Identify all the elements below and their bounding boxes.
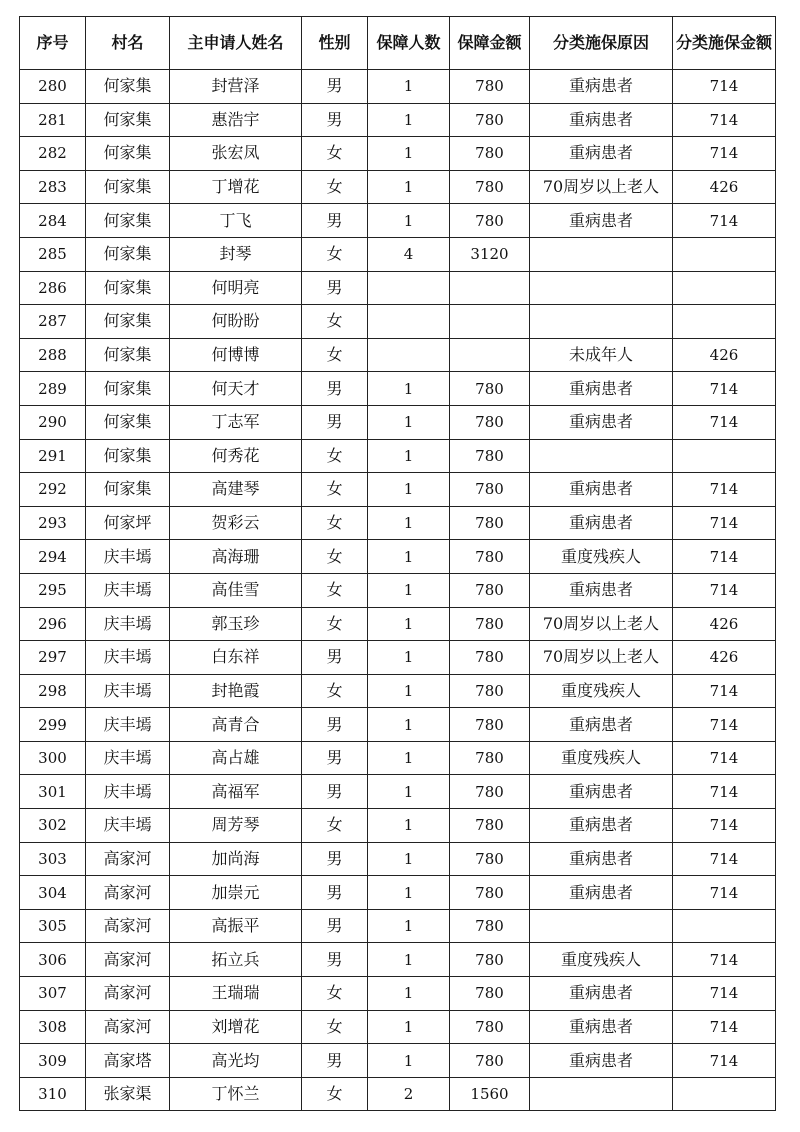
applicant-cell: 何博博 bbox=[170, 338, 302, 372]
category-reason-cell: 重病患者 bbox=[530, 1010, 673, 1044]
gender-cell: 女 bbox=[302, 1010, 368, 1044]
people-count-cell: 1 bbox=[368, 775, 450, 809]
village-cell: 庆丰墕 bbox=[86, 809, 170, 843]
category-reason-cell: 重病患者 bbox=[530, 573, 673, 607]
table-header-row bbox=[20, 17, 776, 70]
table-row bbox=[20, 439, 776, 473]
people-count-cell: 1 bbox=[368, 641, 450, 675]
amount-cell: 780 bbox=[450, 405, 530, 439]
table-row bbox=[20, 70, 776, 104]
document-page bbox=[19, 16, 775, 1111]
village-cell: 何家集 bbox=[86, 103, 170, 137]
village-cell: 庆丰墕 bbox=[86, 674, 170, 708]
gender-cell: 男 bbox=[302, 405, 368, 439]
category-amount-cell: 714 bbox=[673, 708, 776, 742]
applicant-cell: 高建琴 bbox=[170, 473, 302, 507]
gender-cell: 女 bbox=[302, 305, 368, 339]
serial-cell: 300 bbox=[20, 741, 86, 775]
category-reason-cell: 重病患者 bbox=[530, 1044, 673, 1078]
amount-cell: 780 bbox=[450, 372, 530, 406]
people-count-cell: 1 bbox=[368, 506, 450, 540]
serial-cell: 305 bbox=[20, 909, 86, 943]
header-category-reason: 分类施保原因 bbox=[530, 17, 673, 70]
gender-cell: 女 bbox=[302, 809, 368, 843]
amount-cell: 780 bbox=[450, 977, 530, 1011]
people-count-cell: 1 bbox=[368, 439, 450, 473]
applicant-cell: 高光均 bbox=[170, 1044, 302, 1078]
table-row bbox=[20, 271, 776, 305]
amount-cell: 780 bbox=[450, 170, 530, 204]
serial-cell: 301 bbox=[20, 775, 86, 809]
category-reason-cell: 重病患者 bbox=[530, 977, 673, 1011]
village-cell: 何家集 bbox=[86, 170, 170, 204]
amount-cell bbox=[450, 305, 530, 339]
category-reason-cell: 重病患者 bbox=[530, 204, 673, 238]
category-amount-cell: 714 bbox=[673, 405, 776, 439]
table-row bbox=[20, 943, 776, 977]
people-count-cell: 1 bbox=[368, 842, 450, 876]
serial-cell: 297 bbox=[20, 641, 86, 675]
applicant-cell: 何天才 bbox=[170, 372, 302, 406]
applicant-cell: 高佳雪 bbox=[170, 573, 302, 607]
applicant-cell: 何盼盼 bbox=[170, 305, 302, 339]
gender-cell: 女 bbox=[302, 506, 368, 540]
category-reason-cell: 重病患者 bbox=[530, 103, 673, 137]
category-amount-cell: 714 bbox=[673, 741, 776, 775]
gender-cell: 男 bbox=[302, 271, 368, 305]
table-row bbox=[20, 540, 776, 574]
amount-cell: 780 bbox=[450, 775, 530, 809]
category-amount-cell: 714 bbox=[673, 506, 776, 540]
people-count-cell: 4 bbox=[368, 237, 450, 271]
category-reason-cell: 重度残疾人 bbox=[530, 943, 673, 977]
category-amount-cell bbox=[673, 439, 776, 473]
serial-cell: 289 bbox=[20, 372, 86, 406]
serial-cell: 308 bbox=[20, 1010, 86, 1044]
applicant-cell: 高青合 bbox=[170, 708, 302, 742]
table-row bbox=[20, 204, 776, 238]
category-amount-cell: 714 bbox=[673, 674, 776, 708]
serial-cell: 307 bbox=[20, 977, 86, 1011]
amount-cell: 780 bbox=[450, 641, 530, 675]
gender-cell: 男 bbox=[302, 943, 368, 977]
table-row bbox=[20, 473, 776, 507]
category-amount-cell: 714 bbox=[673, 473, 776, 507]
category-reason-cell bbox=[530, 271, 673, 305]
category-reason-cell: 70周岁以上老人 bbox=[530, 607, 673, 641]
category-reason-cell: 重度残疾人 bbox=[530, 674, 673, 708]
people-count-cell: 1 bbox=[368, 540, 450, 574]
village-cell: 张家渠 bbox=[86, 1077, 170, 1111]
gender-cell: 女 bbox=[302, 540, 368, 574]
serial-cell: 282 bbox=[20, 137, 86, 171]
amount-cell bbox=[450, 338, 530, 372]
gender-cell: 男 bbox=[302, 708, 368, 742]
amount-cell: 780 bbox=[450, 473, 530, 507]
category-reason-cell: 重病患者 bbox=[530, 708, 673, 742]
category-reason-cell: 未成年人 bbox=[530, 338, 673, 372]
amount-cell: 780 bbox=[450, 708, 530, 742]
table-row bbox=[20, 305, 776, 339]
table-row bbox=[20, 909, 776, 943]
applicant-cell: 郭玉珍 bbox=[170, 607, 302, 641]
people-count-cell: 1 bbox=[368, 70, 450, 104]
village-cell: 何家集 bbox=[86, 204, 170, 238]
people-count-cell: 1 bbox=[368, 674, 450, 708]
people-count-cell: 1 bbox=[368, 809, 450, 843]
applicant-cell: 封琴 bbox=[170, 237, 302, 271]
gender-cell: 男 bbox=[302, 775, 368, 809]
people-count-cell: 2 bbox=[368, 1077, 450, 1111]
table-row bbox=[20, 506, 776, 540]
applicant-cell: 丁飞 bbox=[170, 204, 302, 238]
serial-cell: 295 bbox=[20, 573, 86, 607]
gender-cell: 女 bbox=[302, 439, 368, 473]
category-amount-cell bbox=[673, 1077, 776, 1111]
header-applicant: 主申请人姓名 bbox=[170, 17, 302, 70]
category-amount-cell: 714 bbox=[673, 876, 776, 910]
people-count-cell: 1 bbox=[368, 573, 450, 607]
serial-cell: 304 bbox=[20, 876, 86, 910]
table-row bbox=[20, 809, 776, 843]
gender-cell: 男 bbox=[302, 372, 368, 406]
people-count-cell: 1 bbox=[368, 473, 450, 507]
category-amount-cell: 426 bbox=[673, 641, 776, 675]
amount-cell: 780 bbox=[450, 607, 530, 641]
village-cell: 何家集 bbox=[86, 405, 170, 439]
category-amount-cell: 714 bbox=[673, 70, 776, 104]
header-people-count: 保障人数 bbox=[368, 17, 450, 70]
table-row bbox=[20, 977, 776, 1011]
category-reason-cell: 重病患者 bbox=[530, 473, 673, 507]
people-count-cell: 1 bbox=[368, 909, 450, 943]
gender-cell: 男 bbox=[302, 909, 368, 943]
applicant-cell: 刘增花 bbox=[170, 1010, 302, 1044]
category-reason-cell: 重度残疾人 bbox=[530, 540, 673, 574]
applicant-cell: 加尚海 bbox=[170, 842, 302, 876]
applicant-cell: 贺彩云 bbox=[170, 506, 302, 540]
header-category-amount: 分类施保金额 bbox=[673, 17, 776, 70]
village-cell: 庆丰墕 bbox=[86, 540, 170, 574]
amount-cell: 780 bbox=[450, 540, 530, 574]
applicant-cell: 加崇元 bbox=[170, 876, 302, 910]
table-row bbox=[20, 573, 776, 607]
amount-cell: 780 bbox=[450, 70, 530, 104]
applicant-cell: 封营泽 bbox=[170, 70, 302, 104]
category-amount-cell: 714 bbox=[673, 1010, 776, 1044]
table-row bbox=[20, 741, 776, 775]
village-cell: 庆丰墕 bbox=[86, 641, 170, 675]
gender-cell: 男 bbox=[302, 641, 368, 675]
category-amount-cell: 714 bbox=[673, 775, 776, 809]
table-row bbox=[20, 405, 776, 439]
gender-cell: 男 bbox=[302, 204, 368, 238]
category-reason-cell: 70周岁以上老人 bbox=[530, 170, 673, 204]
serial-cell: 310 bbox=[20, 1077, 86, 1111]
table-row bbox=[20, 1010, 776, 1044]
table-row bbox=[20, 1044, 776, 1078]
category-amount-cell bbox=[673, 305, 776, 339]
category-reason-cell: 重病患者 bbox=[530, 842, 673, 876]
category-amount-cell: 714 bbox=[673, 573, 776, 607]
category-reason-cell: 重病患者 bbox=[530, 876, 673, 910]
assistance-table bbox=[19, 16, 776, 1111]
category-reason-cell: 70周岁以上老人 bbox=[530, 641, 673, 675]
serial-cell: 299 bbox=[20, 708, 86, 742]
serial-cell: 285 bbox=[20, 237, 86, 271]
people-count-cell bbox=[368, 271, 450, 305]
people-count-cell bbox=[368, 338, 450, 372]
table-row bbox=[20, 103, 776, 137]
people-count-cell: 1 bbox=[368, 977, 450, 1011]
table-row bbox=[20, 137, 776, 171]
serial-cell: 288 bbox=[20, 338, 86, 372]
applicant-cell: 惠浩宇 bbox=[170, 103, 302, 137]
table-body bbox=[20, 70, 776, 1111]
category-reason-cell bbox=[530, 237, 673, 271]
table-row bbox=[20, 674, 776, 708]
gender-cell: 女 bbox=[302, 1077, 368, 1111]
table-row bbox=[20, 338, 776, 372]
table-row bbox=[20, 775, 776, 809]
serial-cell: 286 bbox=[20, 271, 86, 305]
applicant-cell: 拓立兵 bbox=[170, 943, 302, 977]
amount-cell: 780 bbox=[450, 1044, 530, 1078]
village-cell: 庆丰墕 bbox=[86, 741, 170, 775]
people-count-cell: 1 bbox=[368, 137, 450, 171]
gender-cell: 女 bbox=[302, 977, 368, 1011]
applicant-cell: 丁志军 bbox=[170, 405, 302, 439]
category-amount-cell bbox=[673, 271, 776, 305]
people-count-cell: 1 bbox=[368, 607, 450, 641]
gender-cell: 男 bbox=[302, 1044, 368, 1078]
amount-cell: 780 bbox=[450, 506, 530, 540]
village-cell: 高家河 bbox=[86, 842, 170, 876]
village-cell: 高家塔 bbox=[86, 1044, 170, 1078]
category-reason-cell: 重病患者 bbox=[530, 506, 673, 540]
village-cell: 高家河 bbox=[86, 977, 170, 1011]
category-amount-cell: 714 bbox=[673, 1044, 776, 1078]
village-cell: 何家集 bbox=[86, 439, 170, 473]
gender-cell: 女 bbox=[302, 237, 368, 271]
category-amount-cell: 714 bbox=[673, 103, 776, 137]
village-cell: 庆丰墕 bbox=[86, 573, 170, 607]
category-reason-cell: 重病患者 bbox=[530, 137, 673, 171]
village-cell: 高家河 bbox=[86, 943, 170, 977]
applicant-cell: 白东祥 bbox=[170, 641, 302, 675]
category-reason-cell: 重病患者 bbox=[530, 372, 673, 406]
village-cell: 庆丰墕 bbox=[86, 775, 170, 809]
serial-cell: 280 bbox=[20, 70, 86, 104]
amount-cell bbox=[450, 271, 530, 305]
serial-cell: 296 bbox=[20, 607, 86, 641]
village-cell: 庆丰墕 bbox=[86, 607, 170, 641]
category-reason-cell: 重病患者 bbox=[530, 70, 673, 104]
amount-cell: 780 bbox=[450, 809, 530, 843]
gender-cell: 男 bbox=[302, 70, 368, 104]
serial-cell: 283 bbox=[20, 170, 86, 204]
amount-cell: 780 bbox=[450, 674, 530, 708]
amount-cell: 780 bbox=[450, 943, 530, 977]
applicant-cell: 何明亮 bbox=[170, 271, 302, 305]
village-cell: 何家集 bbox=[86, 271, 170, 305]
amount-cell: 1560 bbox=[450, 1077, 530, 1111]
people-count-cell: 1 bbox=[368, 1044, 450, 1078]
serial-cell: 303 bbox=[20, 842, 86, 876]
category-amount-cell: 714 bbox=[673, 137, 776, 171]
people-count-cell: 1 bbox=[368, 204, 450, 238]
serial-cell: 298 bbox=[20, 674, 86, 708]
table-row bbox=[20, 1077, 776, 1111]
table-row bbox=[20, 170, 776, 204]
people-count-cell: 1 bbox=[368, 103, 450, 137]
village-cell: 何家集 bbox=[86, 70, 170, 104]
serial-cell: 291 bbox=[20, 439, 86, 473]
category-amount-cell: 714 bbox=[673, 204, 776, 238]
gender-cell: 男 bbox=[302, 103, 368, 137]
serial-cell: 290 bbox=[20, 405, 86, 439]
village-cell: 何家集 bbox=[86, 237, 170, 271]
amount-cell: 780 bbox=[450, 876, 530, 910]
village-cell: 何家集 bbox=[86, 305, 170, 339]
applicant-cell: 丁怀兰 bbox=[170, 1077, 302, 1111]
applicant-cell: 高福军 bbox=[170, 775, 302, 809]
applicant-cell: 高海珊 bbox=[170, 540, 302, 574]
village-cell: 高家河 bbox=[86, 1010, 170, 1044]
gender-cell: 男 bbox=[302, 741, 368, 775]
applicant-cell: 高占雄 bbox=[170, 741, 302, 775]
village-cell: 何家集 bbox=[86, 338, 170, 372]
category-reason-cell bbox=[530, 909, 673, 943]
amount-cell: 780 bbox=[450, 573, 530, 607]
table-row bbox=[20, 607, 776, 641]
table-row bbox=[20, 842, 776, 876]
amount-cell: 3120 bbox=[450, 237, 530, 271]
serial-cell: 294 bbox=[20, 540, 86, 574]
applicant-cell: 张宏凤 bbox=[170, 137, 302, 171]
amount-cell: 780 bbox=[450, 909, 530, 943]
people-count-cell: 1 bbox=[368, 708, 450, 742]
people-count-cell: 1 bbox=[368, 741, 450, 775]
village-cell: 何家集 bbox=[86, 372, 170, 406]
village-cell: 庆丰墕 bbox=[86, 708, 170, 742]
people-count-cell: 1 bbox=[368, 372, 450, 406]
amount-cell: 780 bbox=[450, 842, 530, 876]
applicant-cell: 封艳霞 bbox=[170, 674, 302, 708]
table-row bbox=[20, 708, 776, 742]
gender-cell: 女 bbox=[302, 674, 368, 708]
category-amount-cell: 714 bbox=[673, 842, 776, 876]
category-reason-cell bbox=[530, 305, 673, 339]
table-row bbox=[20, 237, 776, 271]
category-reason-cell: 重病患者 bbox=[530, 405, 673, 439]
header-serial: 序号 bbox=[20, 17, 86, 70]
people-count-cell: 1 bbox=[368, 943, 450, 977]
category-amount-cell: 714 bbox=[673, 977, 776, 1011]
village-cell: 高家河 bbox=[86, 909, 170, 943]
amount-cell: 780 bbox=[450, 137, 530, 171]
category-amount-cell: 714 bbox=[673, 372, 776, 406]
gender-cell: 女 bbox=[302, 137, 368, 171]
serial-cell: 281 bbox=[20, 103, 86, 137]
people-count-cell: 1 bbox=[368, 405, 450, 439]
category-amount-cell bbox=[673, 237, 776, 271]
serial-cell: 284 bbox=[20, 204, 86, 238]
people-count-cell: 1 bbox=[368, 1010, 450, 1044]
village-cell: 何家集 bbox=[86, 137, 170, 171]
gender-cell: 女 bbox=[302, 607, 368, 641]
applicant-cell: 丁增花 bbox=[170, 170, 302, 204]
village-cell: 何家集 bbox=[86, 473, 170, 507]
gender-cell: 女 bbox=[302, 170, 368, 204]
category-amount-cell: 714 bbox=[673, 540, 776, 574]
amount-cell: 780 bbox=[450, 741, 530, 775]
people-count-cell bbox=[368, 305, 450, 339]
category-reason-cell: 重病患者 bbox=[530, 809, 673, 843]
category-amount-cell: 714 bbox=[673, 943, 776, 977]
category-amount-cell: 426 bbox=[673, 170, 776, 204]
header-village: 村名 bbox=[86, 17, 170, 70]
village-cell: 高家河 bbox=[86, 876, 170, 910]
serial-cell: 306 bbox=[20, 943, 86, 977]
serial-cell: 293 bbox=[20, 506, 86, 540]
serial-cell: 287 bbox=[20, 305, 86, 339]
applicant-cell: 周芳琴 bbox=[170, 809, 302, 843]
category-reason-cell bbox=[530, 439, 673, 473]
header-amount: 保障金额 bbox=[450, 17, 530, 70]
amount-cell: 780 bbox=[450, 204, 530, 238]
table-row bbox=[20, 876, 776, 910]
serial-cell: 292 bbox=[20, 473, 86, 507]
category-reason-cell bbox=[530, 1077, 673, 1111]
header-gender: 性别 bbox=[302, 17, 368, 70]
gender-cell: 女 bbox=[302, 573, 368, 607]
applicant-cell: 何秀花 bbox=[170, 439, 302, 473]
village-cell: 何家坪 bbox=[86, 506, 170, 540]
table-row bbox=[20, 641, 776, 675]
gender-cell: 女 bbox=[302, 473, 368, 507]
category-amount-cell: 426 bbox=[673, 607, 776, 641]
serial-cell: 309 bbox=[20, 1044, 86, 1078]
amount-cell: 780 bbox=[450, 439, 530, 473]
applicant-cell: 高振平 bbox=[170, 909, 302, 943]
category-reason-cell: 重度残疾人 bbox=[530, 741, 673, 775]
gender-cell: 女 bbox=[302, 338, 368, 372]
amount-cell: 780 bbox=[450, 103, 530, 137]
gender-cell: 男 bbox=[302, 842, 368, 876]
serial-cell: 302 bbox=[20, 809, 86, 843]
amount-cell: 780 bbox=[450, 1010, 530, 1044]
gender-cell: 男 bbox=[302, 876, 368, 910]
category-amount-cell: 426 bbox=[673, 338, 776, 372]
people-count-cell: 1 bbox=[368, 876, 450, 910]
table-row bbox=[20, 372, 776, 406]
category-amount-cell: 714 bbox=[673, 809, 776, 843]
category-reason-cell: 重病患者 bbox=[530, 775, 673, 809]
people-count-cell: 1 bbox=[368, 170, 450, 204]
category-amount-cell bbox=[673, 909, 776, 943]
applicant-cell: 王瑞瑞 bbox=[170, 977, 302, 1011]
